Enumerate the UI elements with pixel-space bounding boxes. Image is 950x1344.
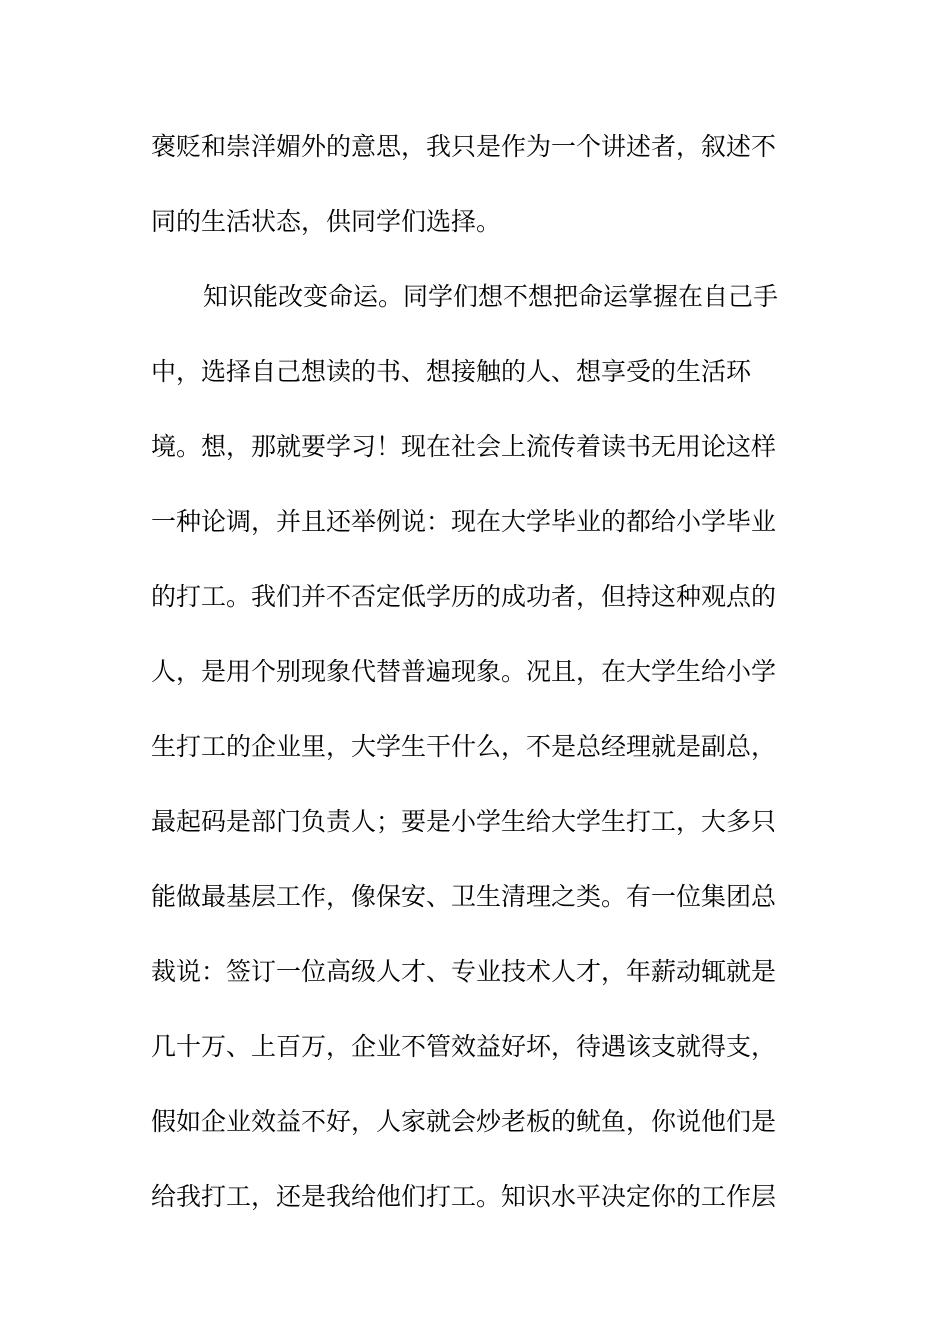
text-line-5: 境。想，那就要学习！现在社会上流传着读书无用论这样 <box>151 432 777 461</box>
text-line-7: 的打工。我们并不否定低学历的成功者，但持这种观点的 <box>151 582 777 611</box>
text-line-15: 给我打工，还是我给他们打工。知识水平决定你的工作层 <box>151 1182 777 1211</box>
text-line-12: 裁说：签订一位高级人才、专业技术人才，年薪动辄就是 <box>151 957 777 986</box>
text-line-11: 能做最基层工作，像保安、卫生清理之类。有一位集团总 <box>151 882 777 911</box>
text-line-2: 同的生活状态，供同学们选择。 <box>151 207 502 236</box>
body-text <box>151 128 791 1253</box>
text-line-8: 人，是用个别现象代替普遍现象。况且，在大学生给小学 <box>151 657 777 686</box>
text-line-13: 几十万、上百万，企业不管效益好坏，待遇该支就得支， <box>151 1032 777 1061</box>
text-line-9: 生打工的企业里，大学生干什么，不是总经理就是副总， <box>151 732 777 761</box>
text-line-14: 假如企业效益不好，人家就会炒老板的鱿鱼，你说他们是 <box>151 1107 777 1136</box>
text-line-3: 知识能改变命运。同学们想不想把命运掌握在自己手 <box>203 282 779 311</box>
text-line-4: 中，选择自己想读的书、想接触的人、想享受的生活环 <box>151 357 752 386</box>
text-line-6: 一种论调，并且还举例说：现在大学毕业的都给小学毕业 <box>151 507 777 536</box>
text-line-10: 最起码是部门负责人；要是小学生给大学生打工，大多只 <box>151 807 777 836</box>
text-line-1: 褒贬和崇洋媚外的意思，我只是作为一个讲述者，叙述不 <box>151 132 777 161</box>
